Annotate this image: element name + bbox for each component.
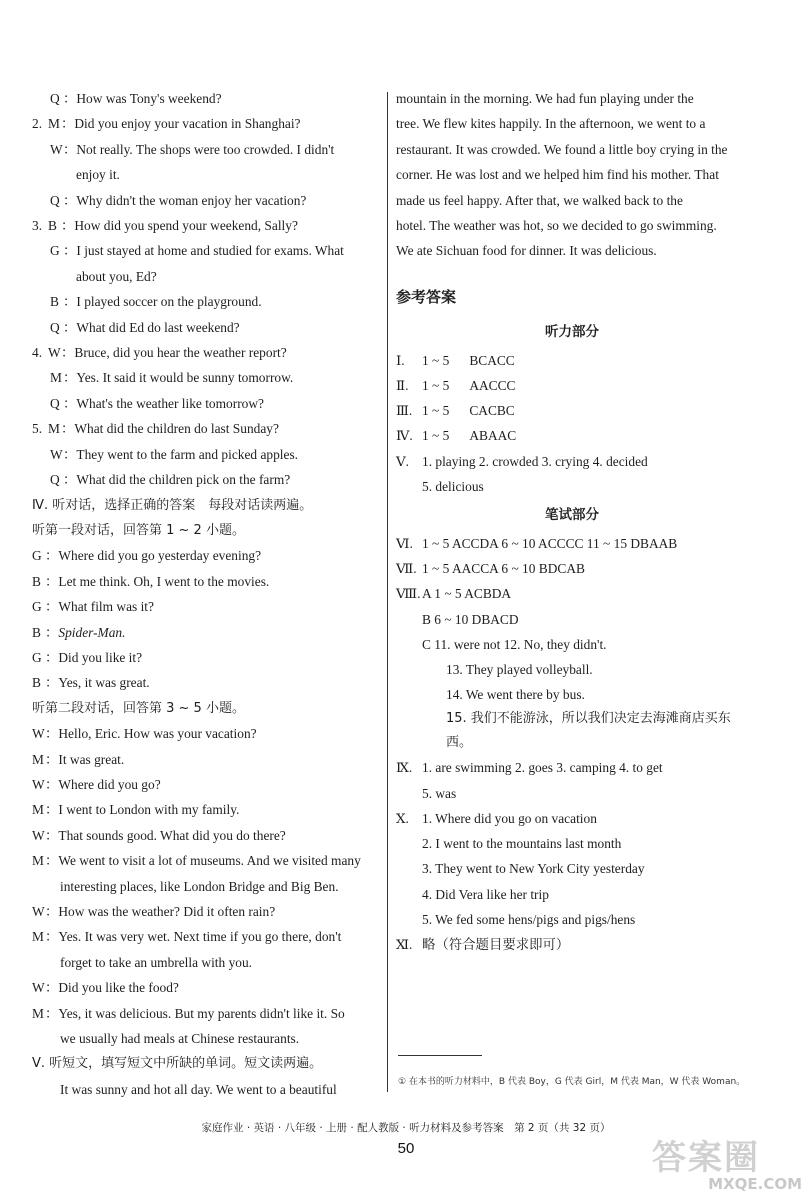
- line-text: Where did you go?: [58, 776, 161, 792]
- dialogue-line: [32, 645, 382, 670]
- answer-text: BCACC: [469, 352, 515, 368]
- continuation-line: [32, 264, 382, 289]
- dialogue-line: [32, 772, 382, 797]
- speaker-colon: ：: [45, 1005, 59, 1021]
- question-range: 1 ~ 5: [422, 378, 450, 394]
- answer-row: [396, 373, 748, 398]
- section-instruction: 听第一段对话，回答第 1 ~ 2 小题。: [32, 522, 245, 538]
- speaker-colon: ：: [63, 91, 77, 106]
- line-text: They went to the farm and picked apples.: [76, 446, 299, 462]
- roman-numeral: Ⅶ.: [396, 561, 417, 577]
- answer-text: CACBC: [469, 403, 515, 419]
- line-text: Did you like the food?: [58, 980, 179, 996]
- roman-numeral: Ⅴ.: [396, 453, 410, 469]
- answer-text: 5. delicious: [422, 478, 484, 494]
- speaker-colon: ：: [61, 218, 75, 234]
- dialogue-line: [32, 620, 382, 645]
- line-text: It was great.: [58, 751, 125, 767]
- answer-text: 3. They went to New York City yesterday: [422, 861, 645, 877]
- section-instruction: Ⅴ. 听短文，填写短文中所缺的单词。短文读两遍。: [32, 1056, 323, 1072]
- watermark-logo: [652, 1140, 802, 1192]
- answer-row: [396, 755, 748, 780]
- speaker-label: M: [48, 116, 60, 132]
- answer-row: [396, 856, 748, 881]
- speaker-label: B: [50, 294, 59, 310]
- line-text: What did the children do last Sunday?: [74, 421, 279, 437]
- section-instruction: Ⅳ. 听对话，选择正确的答案 每段对话读两遍。: [32, 497, 313, 513]
- speaker-label: W: [48, 345, 61, 361]
- line-text: What did the children pick on the farm?: [76, 472, 291, 488]
- dialogue-line: [32, 924, 382, 949]
- dialogue-line: [32, 188, 382, 213]
- answer-row: [396, 657, 748, 682]
- answers-heading: 参考答案: [396, 287, 457, 306]
- question-range: 1 ~ 5: [422, 403, 450, 419]
- passage-line: restaurant. It was crowded. We found a little boy crying in the: [396, 141, 728, 157]
- answer-row: [396, 806, 748, 831]
- speaker-colon: ：: [45, 904, 59, 919]
- dialogue-line: [32, 340, 382, 365]
- line-text: forget to take an umbrella with you.: [60, 954, 253, 970]
- answer-text: 14. We went there by bus.: [446, 687, 585, 703]
- answer-text: 1 ~ 5 AACCA 6 ~ 10 BDCAB: [422, 561, 585, 577]
- speaker-colon: ：: [63, 395, 77, 411]
- line-text: we usually had meals at Chinese restaurants.: [60, 1031, 300, 1047]
- continuation-line: [32, 1077, 382, 1102]
- dialogue-line: [32, 137, 382, 162]
- answer-row: [396, 632, 748, 657]
- line-text: What's the weather like tomorrow?: [76, 395, 264, 411]
- item-number: 5.: [32, 421, 43, 437]
- answer-text: 5. We fed some hens/pigs and pigs/hens: [422, 911, 636, 927]
- speaker-colon: ：: [61, 345, 75, 361]
- answer-row: [396, 707, 748, 755]
- speaker-colon: ：: [63, 141, 77, 157]
- speaker-colon: ：: [45, 548, 59, 564]
- speaker-label: G: [32, 649, 42, 665]
- answer-row: [396, 581, 748, 606]
- listening-passage: [396, 86, 748, 264]
- answer-row: [396, 398, 748, 423]
- speaker-label: W: [50, 446, 63, 462]
- speaker-label: G: [50, 243, 60, 259]
- answer-text: 5. was: [422, 785, 457, 801]
- answer-text: 略（符合题目要求即可）: [422, 936, 570, 952]
- line-text: interesting places, like London Bridge and Big Ben.: [60, 878, 339, 894]
- speaker-colon: ：: [61, 421, 75, 437]
- line-text: Yes. It said it would be sunny tomorrow.: [76, 370, 294, 386]
- dialogue-line: [32, 670, 382, 695]
- speaker-colon: ：: [45, 573, 59, 589]
- speaker-colon: ：: [45, 624, 59, 640]
- answer-text: 2. I went to the mountains last month: [422, 836, 622, 852]
- speaker-label: M: [32, 1005, 44, 1021]
- speaker-colon: ：: [45, 726, 59, 742]
- dialogue-line: [32, 1001, 382, 1026]
- continuation-line: [32, 950, 382, 975]
- passage-line: mountain in the morning. We had fun playing under the: [396, 91, 694, 106]
- dialogue-line: [32, 213, 382, 238]
- line-text: about you, Ed?: [76, 268, 157, 284]
- line-text: Let me think. Oh, I went to the movies.: [58, 573, 270, 589]
- dialogue-line: [32, 797, 382, 822]
- speaker-label: G: [32, 548, 42, 564]
- dialogue-line: [32, 238, 382, 263]
- dialogue-line: [32, 315, 382, 340]
- speaker-label: Q: [50, 395, 60, 411]
- speaker-colon: ：: [45, 853, 59, 869]
- line-text: Yes, it was delicious. But my parents didn't like it. So: [58, 1005, 345, 1021]
- roman-numeral: Ⅲ.: [396, 403, 413, 419]
- roman-numeral: Ⅳ.: [396, 428, 413, 444]
- speaker-colon: ：: [45, 649, 59, 665]
- line-text: I played soccer on the playground.: [76, 294, 262, 310]
- answer-text: 4. Did Vera like her trip: [422, 886, 549, 902]
- continuation-line: [32, 162, 382, 187]
- answer-row: [396, 831, 748, 856]
- line-text: What did Ed do last weekend?: [76, 319, 240, 335]
- line-text: That sounds good. What did you do there?: [58, 827, 286, 843]
- speaker-colon: ：: [45, 751, 59, 767]
- speaker-colon: ：: [45, 599, 59, 615]
- answer-row: [396, 449, 748, 474]
- speaker-label: W: [50, 141, 63, 157]
- dialogue-line: [32, 975, 382, 1000]
- line-text: enjoy it.: [76, 167, 120, 183]
- speaker-colon: ：: [61, 116, 75, 132]
- page-number: 50: [397, 1140, 415, 1157]
- answer-row: [396, 907, 748, 932]
- page-footer: 家庭作业 · 英语 · 八年级 · 上册 · 配人教版 · 听力材料及参考答案 第 2 页（共 32 页）: [201, 1122, 611, 1134]
- speaker-colon: ：: [63, 243, 77, 259]
- dialogue-line: [32, 721, 382, 746]
- line-text: It was sunny and hot all day. We went to a beautiful: [60, 1081, 337, 1097]
- question-range: 1 ~ 5: [422, 428, 450, 444]
- speaker-colon: ：: [63, 319, 77, 335]
- line-text: Spider-Man.: [58, 624, 126, 640]
- speaker-colon: ：: [63, 192, 77, 208]
- dialogue-line: [32, 86, 382, 111]
- answer-text: 1. are swimming 2. goes 3. camping 4. to get: [422, 760, 663, 776]
- answer-text: ABAAC: [469, 428, 517, 444]
- dialogue-line: [32, 594, 382, 619]
- item-number: 2.: [32, 116, 43, 132]
- speaker-label: W: [32, 776, 45, 792]
- listening-heading: 听力部分: [545, 323, 599, 340]
- dialogue-line: [32, 111, 382, 136]
- line-text: Not really. The shops were too crowded. I didn't: [76, 141, 335, 157]
- line-text: Where did you go yesterday evening?: [58, 548, 262, 564]
- roman-numeral: Ⅷ.: [396, 586, 421, 602]
- line-text: What film was it?: [58, 599, 154, 615]
- watermark-text: 答案圈: [652, 1138, 760, 1178]
- right-column: [396, 86, 748, 957]
- dialogue-line: [32, 848, 382, 873]
- speaker-colon: ：: [45, 827, 59, 843]
- speaker-label: M: [50, 370, 62, 386]
- line-text: How was the weather? Did it often rain?: [58, 904, 276, 919]
- answer-text: 1 ~ 5 ACCDA 6 ~ 10 ACCCC 11 ~ 15 DBAAB: [422, 536, 678, 552]
- answer-row: [396, 781, 748, 806]
- speaker-label: Q: [50, 192, 60, 208]
- answer-text: 1. playing 2. crowded 3. crying 4. decided: [422, 453, 648, 469]
- speaker-colon: ：: [63, 472, 77, 488]
- dialogue-line: [32, 467, 382, 492]
- speaker-colon: ：: [63, 446, 77, 462]
- passage-line: hotel. The weather was hot, so we decided to go swimming.: [396, 218, 717, 234]
- line-text: We went to visit a lot of museums. And we visited many: [58, 853, 361, 869]
- speaker-colon: ：: [63, 370, 77, 386]
- speaker-label: W: [32, 827, 45, 843]
- line-text: Hello, Eric. How was your vacation?: [58, 726, 257, 742]
- speaker-colon: ：: [63, 294, 77, 310]
- answer-row: [396, 682, 748, 707]
- passage-line: made us feel happy. After that, we walked back to the: [396, 192, 683, 208]
- left-column: [32, 86, 382, 1102]
- answer-text: A 1 ~ 5 ACBDA: [422, 586, 512, 602]
- roman-numeral: Ⅰ.: [396, 352, 405, 368]
- line-text: Bruce, did you hear the weather report?: [74, 345, 287, 361]
- answer-text: 15. 我们不能游泳，所以我们决定去海滩商店买东西。: [446, 711, 731, 751]
- speaker-label: M: [32, 802, 44, 818]
- speaker-colon: ：: [45, 802, 59, 818]
- answer-row: [396, 556, 748, 581]
- speaker-label: W: [32, 980, 45, 996]
- answer-text: AACCC: [469, 378, 516, 394]
- continuation-line: [32, 874, 382, 899]
- answer-row: [396, 348, 748, 373]
- dialogue-line: [32, 747, 382, 772]
- speaker-label: M: [32, 929, 44, 945]
- answer-text: 13. They played volleyball.: [446, 662, 593, 678]
- item-number: 3.: [32, 218, 43, 234]
- question-range: 1 ~ 5: [422, 352, 450, 368]
- passage-line: We ate Sichuan food for dinner. It was delicious.: [396, 243, 657, 259]
- speaker-label: Q: [50, 91, 60, 106]
- line-text: I just stayed at home and studied for exams. What: [76, 243, 344, 259]
- dialogue-line: [32, 899, 382, 924]
- roman-numeral: Ⅹ.: [396, 810, 409, 826]
- passage-line: corner. He was lost and we helped him find his mother. That: [396, 167, 719, 183]
- answer-text: B 6 ~ 10 DBACD: [422, 611, 519, 627]
- answer-text: 1. Where did you go on vacation: [422, 810, 597, 826]
- answer-row: [396, 607, 748, 632]
- dialogue-line: [32, 823, 382, 848]
- line-text: Did you like it?: [58, 649, 143, 665]
- speaker-label: M: [32, 751, 44, 767]
- roman-numeral: Ⅺ.: [396, 936, 413, 952]
- answer-row: [396, 882, 748, 907]
- roman-numeral: Ⅱ.: [396, 378, 409, 394]
- listening-answers: [396, 348, 748, 499]
- speaker-colon: ：: [45, 675, 59, 691]
- written-answers: [396, 531, 748, 957]
- speaker-colon: ：: [45, 980, 59, 996]
- line-text: I went to London with my family.: [58, 802, 240, 818]
- speaker-label: B: [48, 218, 57, 234]
- speaker-label: B: [32, 624, 41, 640]
- section-instruction: 听第二段对话，回答第 3 ~ 5 小题。: [32, 700, 245, 716]
- speaker-label: M: [48, 421, 60, 437]
- item-number: 4.: [32, 345, 43, 361]
- roman-numeral: Ⅸ.: [396, 760, 413, 776]
- answer-row: [396, 531, 748, 556]
- line-text: Why didn't the woman enjoy her vacation?: [76, 192, 307, 208]
- written-heading: 笔试部分: [545, 507, 599, 524]
- speaker-colon: ：: [45, 929, 59, 945]
- speaker-label: B: [32, 573, 41, 589]
- dialogue-line: [32, 365, 382, 390]
- answer-row: [396, 474, 748, 499]
- roman-numeral: Ⅵ.: [396, 536, 413, 552]
- line-text: How did you spend your weekend, Sally?: [74, 218, 298, 234]
- speaker-label: M: [32, 853, 44, 869]
- dialogue-line: [32, 442, 382, 467]
- answer-text: C 11. were not 12. No, they didn't.: [422, 636, 607, 652]
- speaker-label: B: [32, 675, 41, 691]
- speaker-label: Q: [50, 319, 60, 335]
- footnote-rule: [398, 1055, 482, 1056]
- answer-row: [396, 423, 748, 448]
- dialogue-line: [32, 416, 382, 441]
- speaker-label: W: [32, 904, 45, 919]
- speaker-label: Q: [50, 472, 60, 488]
- column-divider: [387, 92, 388, 1092]
- speaker-colon: ：: [45, 776, 59, 792]
- line-text: Yes, it was great.: [58, 675, 150, 691]
- answer-row: [396, 932, 748, 957]
- speaker-label: G: [32, 599, 42, 615]
- dialogue-line: [32, 391, 382, 416]
- dialogue-line: [32, 289, 382, 314]
- line-text: How was Tony's weekend?: [76, 91, 222, 106]
- speaker-label: W: [32, 726, 45, 742]
- dialogue-line: [32, 543, 382, 568]
- line-text: Yes. It was very wet. Next time if you go there, don't: [58, 929, 342, 945]
- line-text: Did you enjoy your vacation in Shanghai?: [74, 116, 301, 132]
- continuation-line: [32, 1026, 382, 1051]
- passage-line: tree. We flew kites happily. In the afternoon, we went to a: [396, 116, 706, 132]
- dialogue-line: [32, 569, 382, 594]
- footnote: ① 在本书的听力材料中，B 代表 Boy，G 代表 Girl，M 代表 Man，W 代表 Woman。: [398, 1077, 746, 1087]
- watermark-url: MXQE.COM: [708, 1175, 802, 1193]
